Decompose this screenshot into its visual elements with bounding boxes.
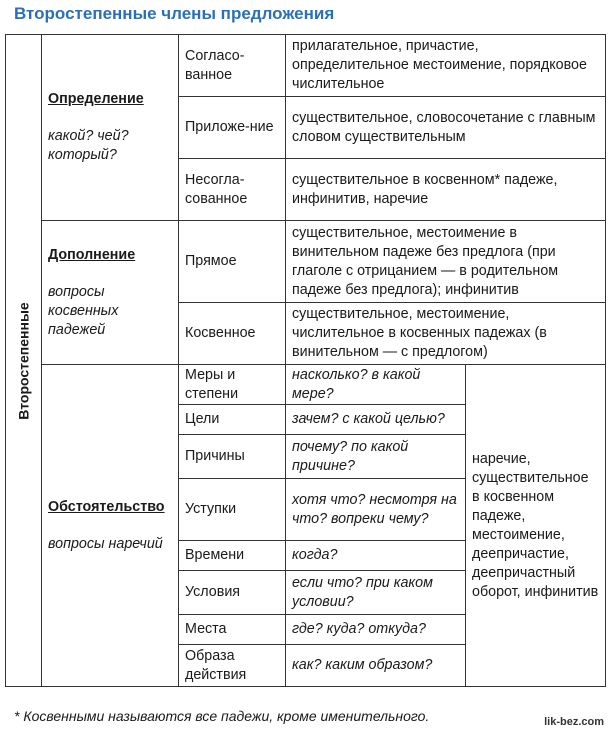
question-cell: почему? по какой причине? [286, 435, 466, 479]
subtype-cell: Места [179, 615, 286, 645]
secondary-members-table [5, 34, 606, 687]
subtype-cell: Времени [179, 541, 286, 571]
subtype-cell: Условия [179, 571, 286, 615]
member-name: Определение [48, 91, 144, 107]
question-cell: когда? [286, 541, 466, 571]
member-question: вопросы косвенных падежей [48, 283, 119, 338]
subtype-cell: Уступки [179, 479, 286, 541]
subtype-cell: Цели [179, 405, 286, 435]
member-object [42, 221, 179, 365]
description-cell: существительное, словосочетание с главным словом существительным [286, 97, 606, 159]
subtype-cell: Косвенное [179, 303, 286, 365]
footnote: * Косвенными называются все падежи, кроме именительного. [14, 708, 430, 724]
description-cell: существительное в косвенном* падеже, инфинитив, наречие [286, 159, 606, 221]
description-cell: существительное, местоимение в винительном падеже без предлога (при глаголе с отрицанием — в родительном падеже без предлога); инфинитив [286, 221, 606, 303]
subtype-cell: Согласо-ванное [179, 35, 286, 97]
question-cell: как? каким образом? [286, 645, 466, 687]
question-cell: насколько? в какой мере? [286, 365, 466, 405]
side-label-cell [6, 35, 42, 687]
member-question: какой? чей? который? [48, 128, 129, 163]
member-question: вопросы наречий [48, 535, 163, 552]
subtype-cell: Меры и степени [179, 365, 286, 405]
watermark: lik-bez.com [544, 716, 604, 728]
member-name: Дополнение [48, 246, 136, 263]
side-label: Второстепенные [15, 301, 31, 420]
member-adverbial [42, 365, 179, 687]
description-cell: существительное, местоимение, числительное в косвенных падежах (в винительном — с предлогом) [286, 303, 606, 365]
question-cell: зачем? с какой целью? [286, 405, 466, 435]
member-definition [42, 35, 179, 221]
description-cell: прилагательное, причастие, определительное местоимение, порядковое числительное [286, 35, 606, 97]
member-name: Обстоятельство [48, 498, 165, 515]
subtype-cell: Прямое [179, 221, 286, 303]
subtype-cell: Приложе-ние [179, 97, 286, 159]
question-cell: где? куда? откуда? [286, 615, 466, 645]
subtype-cell: Причины [179, 435, 286, 479]
subtype-cell: Несогла-сованное [179, 159, 286, 221]
page-title: Второстепенные члены предложения [14, 4, 335, 23]
question-cell: если что? при каком условии? [286, 571, 466, 615]
subtype-cell: Образа действия [179, 645, 286, 687]
adverbial-description: наречие, существительное в косвенном падеже, местоимение, деепричастие, деепричастный оборот, инфинитив [466, 365, 606, 687]
question-cell: хотя что? несмотря на что? вопреки чему? [286, 479, 466, 541]
